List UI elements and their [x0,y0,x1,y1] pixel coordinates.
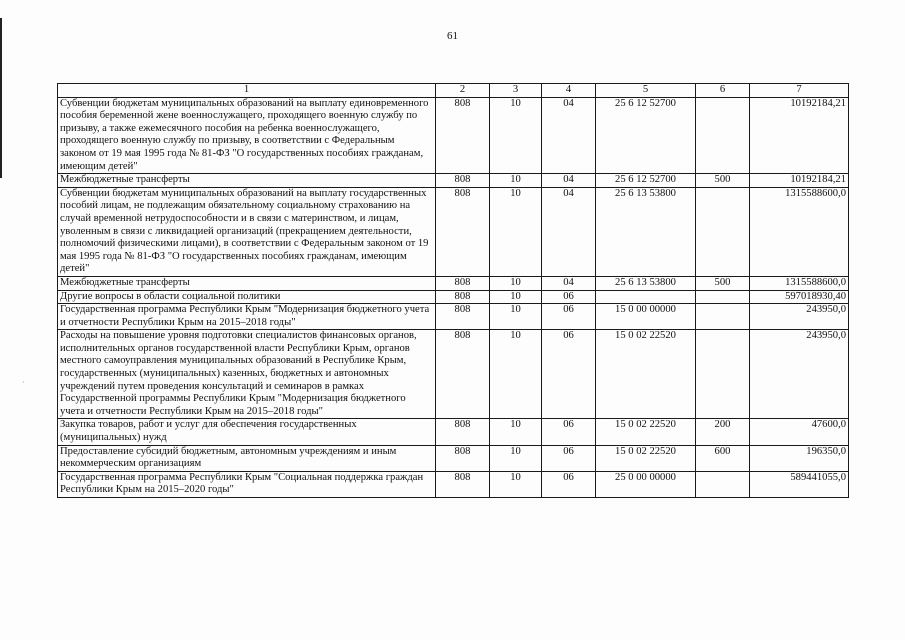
target-article-code: 25 6 12 52700 [596,174,696,188]
amount: 10192184,21 [750,97,849,174]
column-header: 3 [490,84,542,98]
section-code: 10 [490,471,542,497]
section-code: 10 [490,97,542,174]
section-code: 10 [490,187,542,276]
subsection-code: 06 [542,304,596,330]
section-code: 10 [490,290,542,304]
table-row [58,445,849,471]
page-number: 61 [447,30,458,42]
section-code: 10 [490,445,542,471]
amount: 597018930,40 [750,290,849,304]
target-article-code: 15 0 00 00000 [596,304,696,330]
row-description: Государственная программа Республики Крым "Социальная поддержка граждан Республики Крым на 2015–2020 годы" [58,471,436,497]
expense-kind-code [696,187,750,276]
expense-kind-code: 500 [696,276,750,290]
column-header: 6 [696,84,750,98]
row-description: Предоставление субсидий бюджетным, автономным учреждениям и иным некоммерческим организациям [58,445,436,471]
ministry-code: 808 [436,97,490,174]
table-row [58,471,849,497]
scan-speck: · [22,378,25,387]
ministry-code: 808 [436,330,490,419]
target-article-code: 15 0 02 22520 [596,445,696,471]
table-row [58,419,849,445]
subsection-code: 04 [542,276,596,290]
amount: 243950,0 [750,330,849,419]
amount: 196350,0 [750,445,849,471]
amount: 1315588600,0 [750,276,849,290]
table-row [58,304,849,330]
amount: 589441055,0 [750,471,849,497]
expense-kind-code [696,330,750,419]
expense-kind-code: 200 [696,419,750,445]
expense-kind-code: 600 [696,445,750,471]
amount: 1315588600,0 [750,187,849,276]
expense-kind-code [696,97,750,174]
subsection-code: 06 [542,290,596,304]
row-description: Межбюджетные трансферты [58,174,436,188]
amount: 10192184,21 [750,174,849,188]
section-code: 10 [490,304,542,330]
target-article-code: 25 6 13 53800 [596,276,696,290]
expense-kind-code [696,471,750,497]
row-description: Субвенции бюджетам муниципальных образований на выплату единовременного пособия беременной жене военнослужащего, проходящего военную службу по призыву, а также ежемесячного пособия на ребенка военнослужащего, проходящего военную службу по призыву, в соответствии с Федеральным законом от 19 мая 1995 года № 81-ФЗ "О государственных пособиях гражданам, имеющим детей" [58,97,436,174]
column-header: 7 [750,84,849,98]
subsection-code: 06 [542,419,596,445]
ministry-code: 808 [436,471,490,497]
ministry-code: 808 [436,445,490,471]
scan-left-border [0,18,2,178]
budget-table [57,83,849,498]
subsection-code: 04 [542,97,596,174]
subsection-code: 06 [542,330,596,419]
subsection-code: 04 [542,174,596,188]
expense-kind-code [696,290,750,304]
ministry-code: 808 [436,419,490,445]
section-code: 10 [490,419,542,445]
ministry-code: 808 [436,290,490,304]
row-description: Расходы на повышение уровня подготовки специалистов финансовых органов, исполнительных органов государственной власти Республики Крым, органов местного самоуправления муниципальных образований в Республике Крым, государственных (муниципальных) казенных, бюджетных и автономных учреждений путем проведения консультаций и семинаров в рамках Государственной программы Республики Крым "Модернизация бюджетного учета и отчетности Республики Крым на 2015–2018 годы" [58,330,436,419]
section-code: 10 [490,174,542,188]
table-row [58,174,849,188]
amount: 47600,0 [750,419,849,445]
section-code: 10 [490,330,542,419]
table-row [58,290,849,304]
ministry-code: 808 [436,174,490,188]
expense-kind-code: 500 [696,174,750,188]
target-article-code [596,290,696,304]
ministry-code: 808 [436,304,490,330]
subsection-code: 06 [542,471,596,497]
column-header: 4 [542,84,596,98]
table-header-row [58,84,849,98]
ministry-code: 808 [436,187,490,276]
table-row [58,330,849,419]
row-description: Закупка товаров, работ и услуг для обеспечения государственных (муниципальных) нужд [58,419,436,445]
table-row [58,276,849,290]
row-description: Межбюджетные трансферты [58,276,436,290]
table-row [58,187,849,276]
column-header: 1 [58,84,436,98]
expense-kind-code [696,304,750,330]
target-article-code: 15 0 02 22520 [596,330,696,419]
section-code: 10 [490,276,542,290]
amount: 243950,0 [750,304,849,330]
table-row [58,97,849,174]
subsection-code: 04 [542,187,596,276]
target-article-code: 25 6 12 52700 [596,97,696,174]
row-description: Государственная программа Республики Крым "Модернизация бюджетного учета и отчетности Республики Крым на 2015–2018 годы" [58,304,436,330]
target-article-code: 15 0 02 22520 [596,419,696,445]
target-article-code: 25 0 00 00000 [596,471,696,497]
ministry-code: 808 [436,276,490,290]
row-description: Другие вопросы в области социальной политики [58,290,436,304]
target-article-code: 25 6 13 53800 [596,187,696,276]
row-description: Субвенции бюджетам муниципальных образований на выплату государственных пособий лицам, не подлежащим обязательному социальному страхованию на случай временной нетрудоспособности и в связи с материнством, и лицам, уволенным в связи с ликвидацией организаций (прекращением деятельности, полномочий физическими лицами), в соответствии с Федеральным законом от 19 мая 1995 года № 81-ФЗ "О государственных пособиях гражданам, имеющим детей" [58,187,436,276]
column-header: 5 [596,84,696,98]
subsection-code: 06 [542,445,596,471]
column-header: 2 [436,84,490,98]
